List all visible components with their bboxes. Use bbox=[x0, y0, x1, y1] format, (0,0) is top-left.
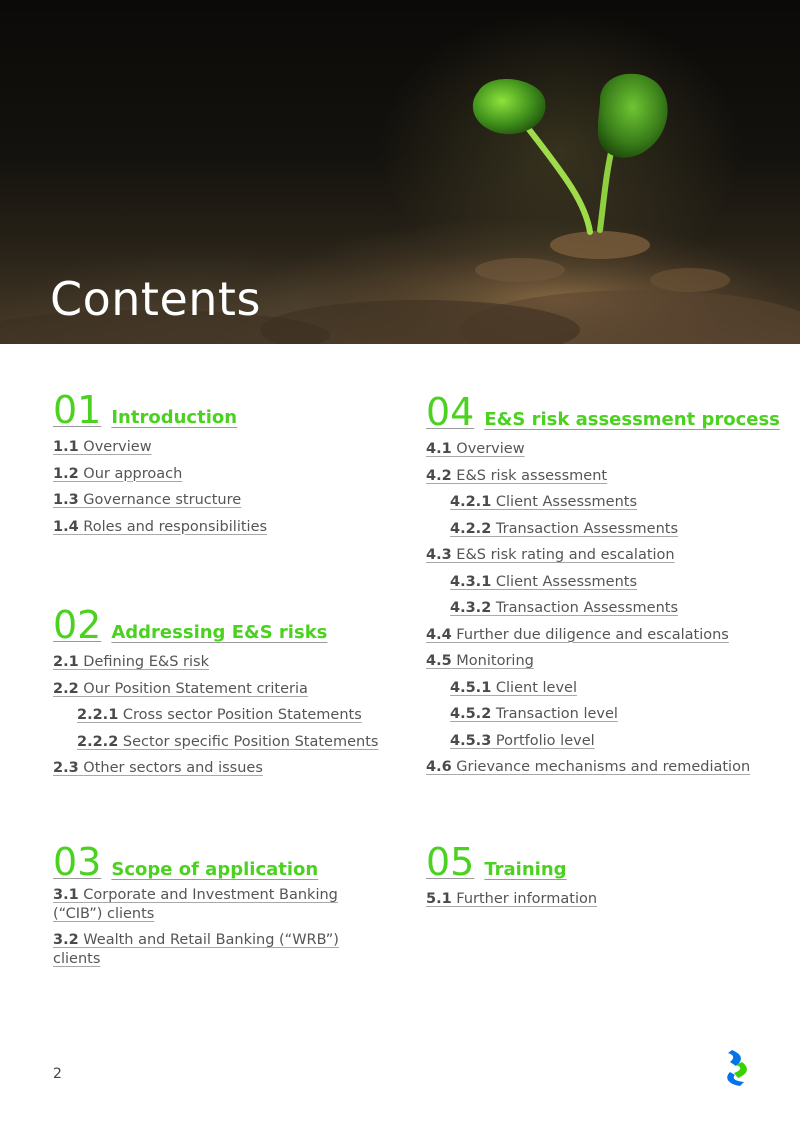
section-title[interactable]: Introduction bbox=[111, 407, 238, 428]
toc-item[interactable]: 1.4 Roles and responsibilities bbox=[53, 518, 268, 535]
toc-item[interactable]: 2.1 Defining E&S risk bbox=[53, 654, 209, 670]
toc-item[interactable]: 1.3 Governance structure bbox=[53, 492, 242, 508]
section-number[interactable]: 04 bbox=[426, 390, 475, 434]
toc-subitem[interactable]: 4.5.1 Client level bbox=[450, 679, 577, 696]
toc-subitem[interactable]: 4.5.2 Transaction level bbox=[450, 706, 618, 722]
section-title[interactable]: E&S risk assessment process bbox=[484, 409, 780, 430]
toc-item[interactable]: 2.3 Other sectors and issues bbox=[53, 760, 263, 776]
toc-section-training bbox=[426, 842, 786, 913]
toc-subitem[interactable]: 4.3.2 Transaction Assessments bbox=[450, 600, 678, 616]
toc-item[interactable]: 4.3 E&S risk rating and escalation bbox=[426, 547, 675, 563]
toc-item[interactable]: 4.4 Further due diligence and escalations bbox=[426, 626, 729, 643]
section-title[interactable]: Scope of application bbox=[111, 859, 319, 880]
section-number[interactable]: 03 bbox=[53, 840, 102, 884]
toc-section-scope-of-application bbox=[53, 842, 393, 976]
toc-item[interactable]: 1.1 Overview bbox=[53, 439, 152, 455]
section-title[interactable]: Training bbox=[484, 859, 567, 880]
bank-logo-icon bbox=[722, 1048, 752, 1088]
toc-subitem[interactable]: 4.2.2 Transaction Assessments bbox=[450, 520, 678, 537]
toc-subitem[interactable]: 4.5.3 Portfolio level bbox=[450, 732, 595, 749]
toc-subitem[interactable]: 4.3.1 Client Assessments bbox=[450, 573, 638, 590]
toc-item[interactable]: 5.1 Further information bbox=[426, 891, 598, 907]
toc-subitem[interactable]: 2.2.2 Sector specific Position Statements bbox=[77, 733, 379, 750]
section-number[interactable]: 05 bbox=[426, 840, 475, 884]
toc-item[interactable]: 2.2 Our Position Statement criteria bbox=[53, 680, 308, 697]
toc-section-addressing-es-risks bbox=[53, 605, 393, 782]
toc-section-es-risk-assessment-process bbox=[426, 392, 786, 781]
page-title: Contents bbox=[50, 272, 261, 326]
toc-item[interactable]: 3.1 Corporate and Investment Banking (“CIB”) clients bbox=[53, 887, 338, 922]
toc-item[interactable]: 1.2 Our approach bbox=[53, 465, 183, 482]
toc-item[interactable]: 3.2 Wealth and Retail Banking (“WRB”) clients bbox=[53, 932, 339, 967]
toc-subitem[interactable]: 2.2.1 Cross sector Position Statements bbox=[77, 707, 362, 723]
toc-item[interactable]: 4.2 E&S risk assessment bbox=[426, 467, 608, 484]
section-number[interactable]: 01 bbox=[53, 388, 102, 432]
toc-item[interactable]: 4.1 Overview bbox=[426, 441, 525, 457]
section-number[interactable]: 02 bbox=[53, 603, 102, 647]
toc-section-introduction bbox=[53, 390, 393, 540]
toc-subitem[interactable]: 4.2.1 Client Assessments bbox=[450, 494, 638, 510]
toc-item[interactable]: 4.5 Monitoring bbox=[426, 653, 534, 669]
toc-item[interactable]: 4.6 Grievance mechanisms and remediation bbox=[426, 759, 751, 775]
hero-banner bbox=[0, 0, 800, 344]
section-title[interactable]: Addressing E&S risks bbox=[111, 622, 328, 643]
page-number: 2 bbox=[53, 1066, 62, 1082]
